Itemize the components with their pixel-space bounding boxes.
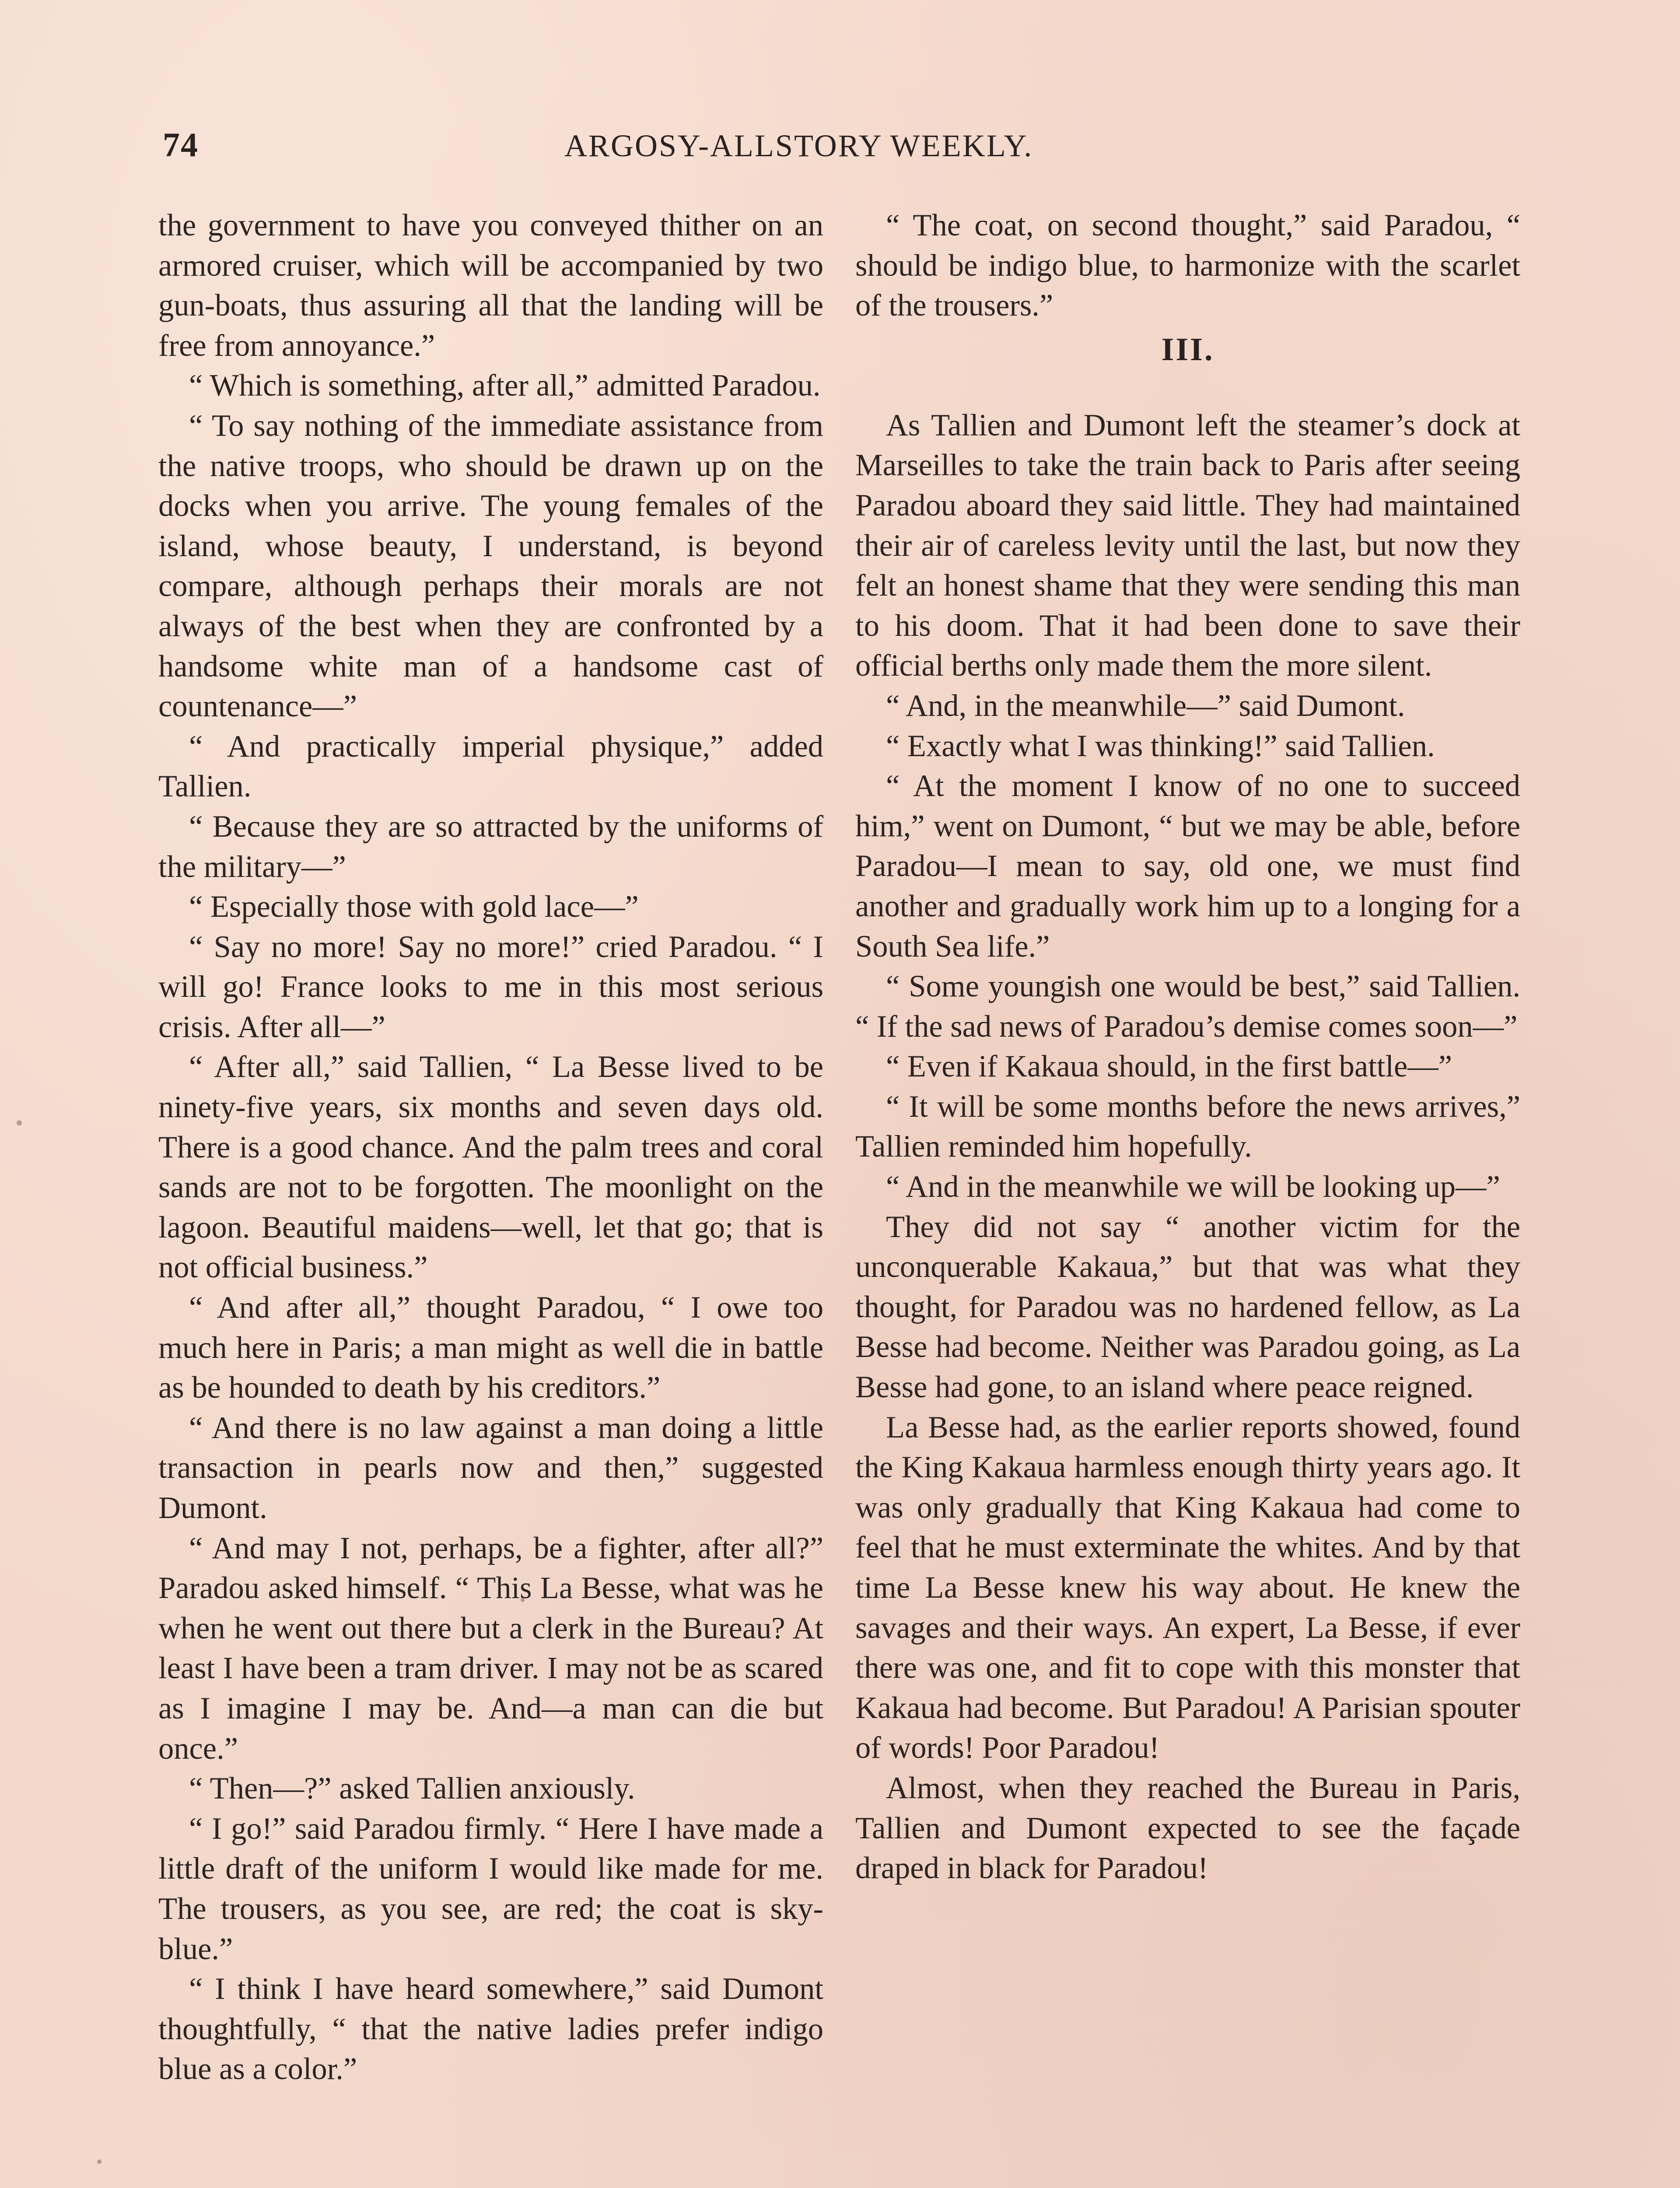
paragraph: “ And practically imperial physique,” added Tallien.: [158, 729, 823, 804]
paragraph: La Besse had, as the earlier reports showed, found the King Kakaua harmless enough thirty years ago. It was only gradually that King Kakaua had come to feel that he must exterminate the whites. And by that time La Besse knew his way about. He knew the savages and their ways. An expert, La Besse, if ever there was one, and fit to cope with this monster that Kakaua had become. But Paradou! A Parisian spouter of words! Poor Paradou!: [855, 1410, 1520, 1765]
paragraph: “ I think I have heard somewhere,” said Dumont thoughtfully, “ that the native ladies prefer indigo blue as a color.”: [158, 1972, 823, 2086]
paragraph: Almost, when they reached the Bureau in Paris, Tallien and Dumont expected to see the façade draped in black for Paradou!: [855, 1771, 1520, 1886]
paragraph: “ Which is something, after all,” admitted Paradou.: [189, 368, 821, 403]
paragraph: They did not say “ another victim for the unconquerable Kakaua,” but that was what they thought, for Paradou was no hardened fellow, as La Besse had become. Neither was Paradou going, as La Besse had gone, to an island where peace reigned.: [855, 1210, 1520, 1405]
running-head: ARGOSY-ALLSTORY WEEKLY.: [564, 128, 1033, 163]
ink-spot: [521, 1598, 525, 1602]
paragraph: “ It will be some months before the news arrives,” Tallien reminded him hopefully.: [855, 1089, 1520, 1164]
paragraph: As Tallien and Dumont left the steamer’s dock at Marseilles to take the train back to Paris after seeing Paradou aboard they said little. They had maintained their air of careless levity until the last, but now they felt an honest shame that they were sending this man to his doom. That it had been done to save their official berths only made them the more silent.: [855, 408, 1520, 683]
left-column: [158, 206, 823, 2090]
paragraph: “ And after all,” thought Paradou, “ I owe too much here in Paris; a man might as well die in battle as be hounded to death by his creditors.”: [158, 1290, 823, 1405]
paragraph: “ After all,” said Tallien, “ La Besse lived to be ninety-five years, six months and seven days old. There is a good chance. And the palm trees and coral sands are not to be forgotten. The moonlight on the lagoon. Beautiful maidens—well, let that go; that is not official business.”: [158, 1050, 823, 1285]
paragraph: “ Exactly what I was thinking!” said Tallien.: [886, 729, 1435, 763]
paragraph: “ Some youngish one would be best,” said Tallien. “ If the sad news of Paradou’s demise comes soon—”: [855, 969, 1520, 1044]
paragraph: “ And in the meanwhile we will be looking up—”: [886, 1170, 1500, 1204]
paragraph: “ And there is no law against a man doing a little transaction in pearls now and then,” suggested Dumont.: [158, 1410, 823, 1525]
paragraph: “ And may I not, perhaps, be a fighter, after all?” Paradou asked himself. “ This La Besse, what was he when he went out there but a clerk in the Bureau? At least I have been a tram driver. I may not be as scared as I imagine I may be. And—a man can die but once.”: [158, 1531, 823, 1766]
section-heading: III.: [1161, 331, 1214, 368]
page-number: 74: [163, 126, 199, 164]
paragraph: “ To say nothing of the immediate assistance from the native troops, who should be drawn up on the docks when you arrive. The young females of the island, whose beauty, I understand, is beyond compare, although perhaps their morals are not always of the best when they are confronted by a handsome white man of a handsome cast of countenance—”: [158, 408, 823, 724]
paragraph: “ At the moment I know of no one to succeed him,” went on Dumont, “ but we may be able, before Paradou—I mean to say, old one, we must find another and gradually work him up to a longing for a South Sea life.”: [855, 769, 1520, 964]
paragraph: “ Then—?” asked Tallien anxiously.: [189, 1771, 635, 1806]
paragraph: “ Especially those with gold lace—”: [189, 890, 639, 924]
paragraph: “ I go!” said Paradou firmly. “ Here I have made a little draft of the uniform I would like made for me. The trousers, as you see, are red; the coat is sky-blue.”: [158, 1811, 823, 1966]
paragraph: “ Say no more! Say no more!” cried Paradou. “ I will go! France looks to me in this most serious crisis. After all—”: [158, 929, 823, 1044]
paragraph: the government to have you conveyed thither on an armored cruiser, which will be accompanied by two gun-boats, thus assuring all that the landing will be free from annoyance.”: [158, 208, 823, 363]
paragraph: “ The coat, on second thought,” said Paradou, “ should be indigo blue, to harmonize with the scarlet of the trousers.”: [855, 208, 1520, 323]
paragraph: “ Even if Kakaua should, in the first battle—”: [886, 1049, 1452, 1084]
ink-spot: [97, 2160, 102, 2164]
paragraph: “ And, in the meanwhile—” said Dumont.: [886, 688, 1405, 723]
paragraph: “ Because they are so attracted by the uniforms of the military—”: [158, 809, 823, 884]
ink-spot: [17, 1120, 22, 1126]
right-column: [855, 206, 1520, 1889]
